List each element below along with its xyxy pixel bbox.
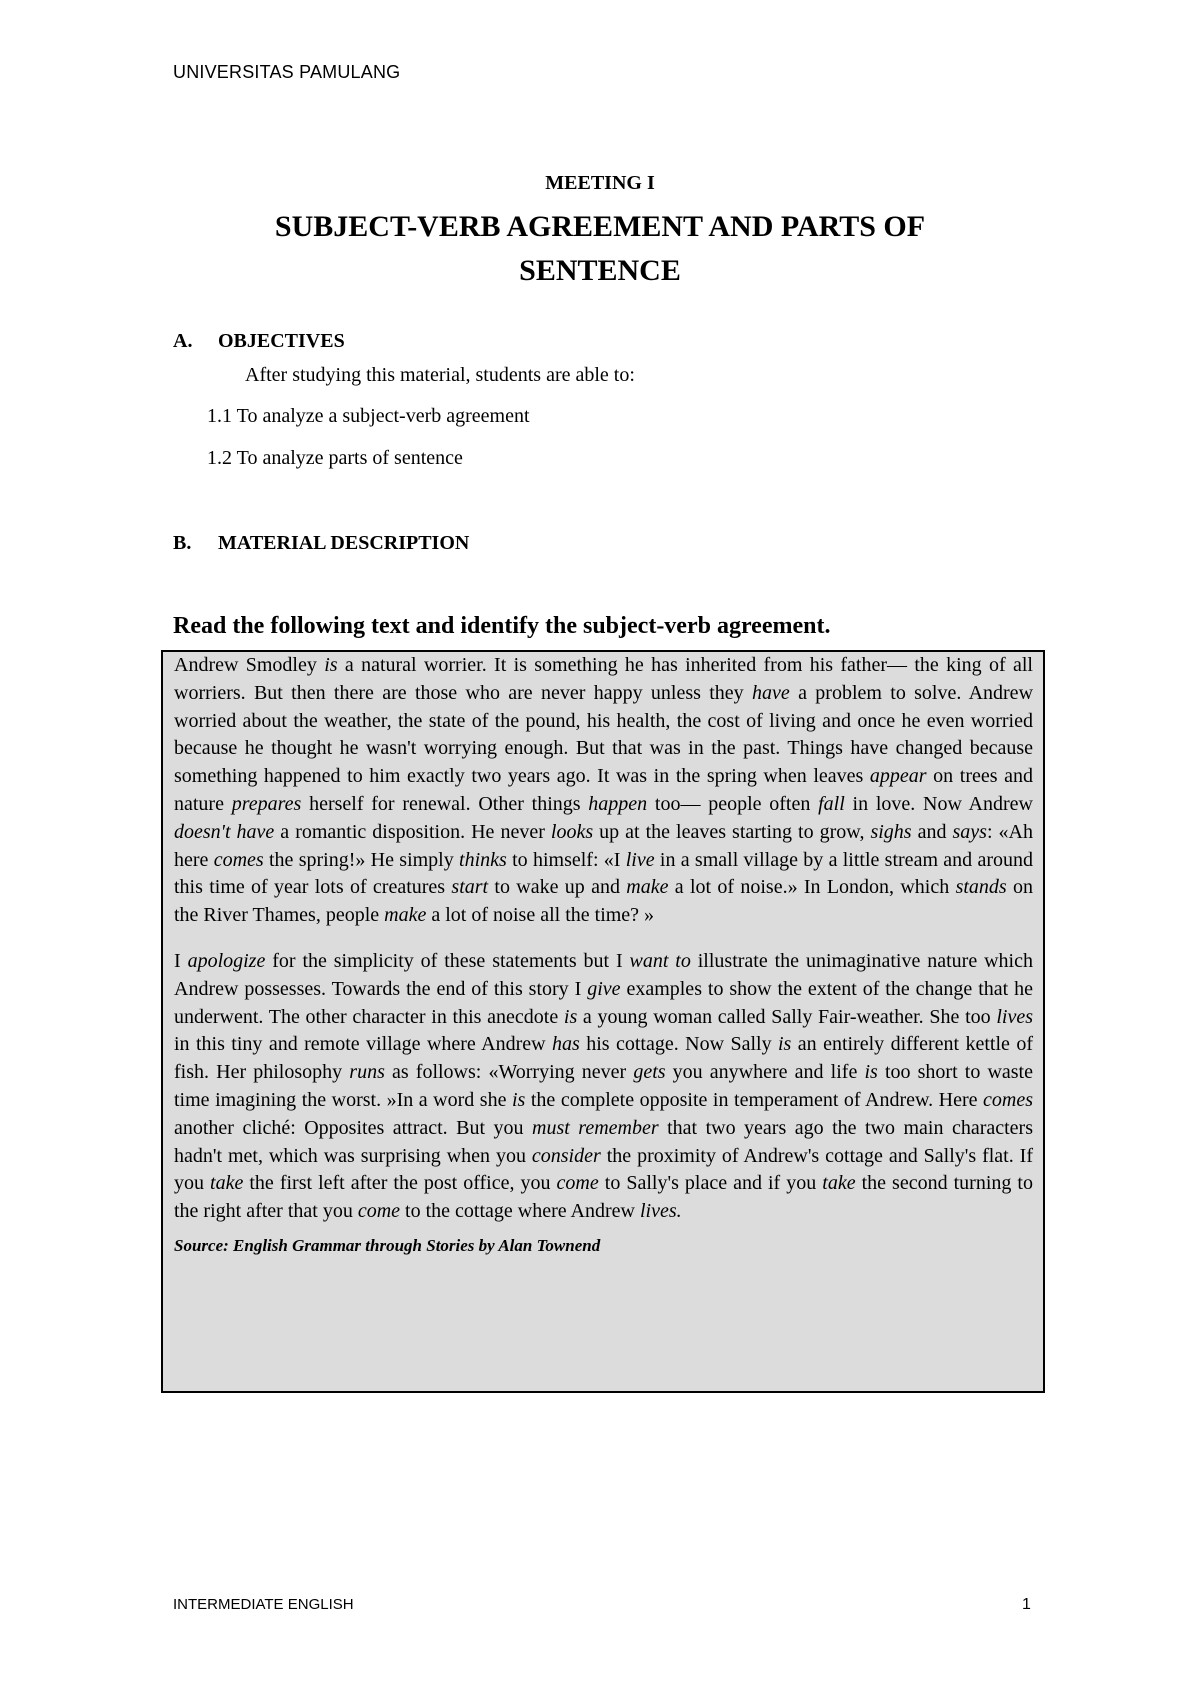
passage-source: Source: English Grammar through Stories by Alan Townend [174,1235,601,1255]
page-title [0,205,1200,293]
passage-text: the complete opposite in temperament of Andrew. Here [525,1088,984,1111]
passage-text: a natural worrier. It is something he has inherited from his father— the king of all worriers. But then there are those who are never happy unless they [174,654,1033,704]
page-header: UNIVERSITAS PAMULANG [173,62,401,82]
verb-highlight: come [556,1172,599,1195]
verb-highlight: must remember [532,1116,659,1139]
passage-text: an entirely different kettle of fish. Her philosophy [174,1033,1034,1084]
verb-highlight: stands [955,876,1007,899]
passage-text: too short to waste time imagining the worst. »In a word she [174,1061,1033,1111]
verb-highlight: gets [633,1061,666,1084]
section-b-letter: B. [173,532,192,554]
verb-highlight: make [626,876,669,899]
verb-highlight: happen [588,792,648,815]
verb-highlight: live [625,848,655,871]
section-a-heading [173,330,345,353]
reading-passage-box [161,650,1045,1393]
passage-text: the second turning to the right after that you [174,1172,1033,1223]
verb-highlight: is [324,654,338,676]
meeting-label: MEETING I [545,172,655,194]
verb-highlight: take [210,1172,244,1195]
passage-text: up at the leaves starting to grow, [593,820,871,843]
section-b-heading [173,532,469,555]
passage-text: Andrew Smodley [174,654,325,676]
passage-text: in a small village by a little stream and around this time of year lots of creatures [174,848,1033,899]
passage-text: too— people often [647,792,819,815]
passage-text: herself for renewal. Other things [301,792,589,815]
passage-text: and [911,820,953,843]
passage-text: on trees and nature [174,765,1033,815]
passage-text: that two years ago the two main characters hadn't met, which was surprising when you [174,1116,1033,1167]
reading-instruction: Read the following text and identify the subject-verb agreement. [173,613,831,639]
passage-text: : «Ah here [174,820,1033,871]
verb-highlight: looks [550,820,594,843]
verb-highlight: is [563,1005,578,1028]
verb-highlight: comes [983,1088,1034,1111]
passage-text: another cliché: Opposites attract. But you [174,1116,533,1139]
verb-highlight: comes [213,848,264,871]
verb-highlight: has [551,1033,580,1056]
footer-page-number: 1 [1022,1596,1031,1613]
passage-text: in love. Now Andrew [844,792,1033,815]
passage-text: to himself: «I [506,848,626,871]
verb-highlight: appear [869,765,927,788]
passage-text: a romantic disposition. He never [274,820,551,843]
verb-highlight: make [384,904,427,927]
verb-highlight: come [357,1200,401,1223]
verb-highlight: want to [629,949,691,972]
passage-text: examples to show the extent of the change that he underwent. The other character in this anecdote [174,977,1034,1028]
passage-text: a lot of noise.» In London, which [668,876,956,899]
passage-text: illustrate the unimaginative nature which Andrew possesses. Towards the end of this story I [174,949,1033,1000]
verb-highlight: start [451,876,489,899]
title-line-2: SENTENCE [519,254,681,287]
verb-highlight: is [778,1033,792,1056]
passage-text: the spring!» He simply [263,848,460,871]
section-a-letter: A. [173,330,193,352]
passage-text: the proximity of Andrew's cottage and Sally's flat. If you [174,1144,1033,1195]
passage-text: for the simplicity of these statements but I [265,949,630,972]
verb-highlight: have [752,681,790,704]
passage-text: a young woman called Sally Fair-weather. She too [577,1005,997,1028]
passage-text: a lot of noise all the time? » [426,904,655,927]
passage-text: to the cottage where Andrew [400,1200,640,1223]
passage-text: as follows: «Worrying never [384,1061,634,1084]
footer-course: INTERMEDIATE ENGLISH [173,1596,354,1613]
verb-highlight: apologize [187,949,266,972]
passage-text: the first left after the post office, you [243,1172,557,1195]
passage-text: you anywhere and life [665,1061,865,1084]
passage-text: in this tiny and remote village where Andrew [174,1033,552,1056]
passage-paragraph-2 [174,948,1033,1226]
objectives-intro: After studying this material, students are able to: [245,364,635,386]
verb-highlight: prepares [231,792,302,815]
verb-highlight: sighs [870,820,912,843]
verb-highlight: give [587,977,621,1000]
passage-text: I [174,949,188,972]
passage-text: to Sally's place and if you [598,1172,823,1195]
section-b-title: MATERIAL DESCRIPTION [218,532,470,554]
verb-highlight: lives. [639,1200,682,1223]
verb-highlight: is [512,1088,526,1111]
passage-text: on the River Thames, people [174,876,1033,927]
passage-text: his cottage. Now Sally [579,1033,778,1056]
verb-highlight: lives [996,1005,1033,1028]
section-a-title: OBJECTIVES [218,330,345,352]
verb-highlight: fall [818,792,845,815]
verb-highlight: doesn't have [174,820,275,843]
verb-highlight: is [864,1061,878,1084]
title-line-1: SUBJECT-VERB AGREEMENT AND PARTS OF [274,210,926,243]
passage-paragraph-1 [174,652,1033,930]
verb-highlight: runs [349,1061,385,1084]
passage-text: a problem to solve. Andrew worried about the weather, the state of the pound, his health, the cost of living and once he even worried because he thought he wasn't worrying enough. But that was in the past. Things have changed because something happened to him exactly two years ago. It was in the spring when leaves [174,681,1034,788]
verb-highlight: take [822,1172,856,1195]
passage-text: to wake up and [488,876,627,899]
objective-item-2: 1.2 To analyze parts of sentence [207,447,463,469]
verb-highlight: thinks [459,848,507,871]
verb-highlight: says [952,820,987,843]
objective-item-1: 1.1 To analyze a subject-verb agreement [207,405,530,427]
verb-highlight: consider [531,1144,601,1167]
